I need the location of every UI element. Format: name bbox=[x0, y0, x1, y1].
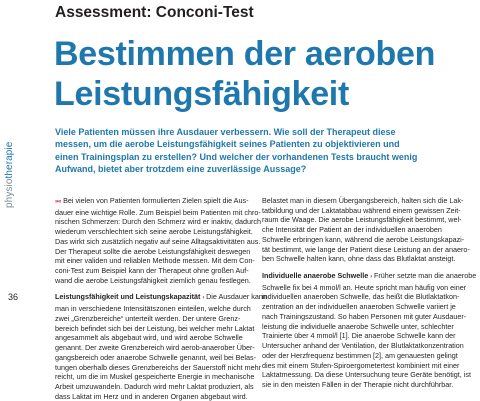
text-line: Der Therapeut sollte die aerobe Leistungsfähigkeit deswegen bbox=[55, 246, 251, 256]
text-line: Leistungsfähigkeit und Leistungskapazität › Die Ausdauer kann bbox=[55, 292, 251, 304]
text-line: angesammelt als abgebaut wird, und wird aerobe Schwelle bbox=[55, 333, 243, 343]
brand-part-physio: physio bbox=[4, 178, 15, 208]
text-line: Untersucher anhand der Ventilation, der Blutlaktatkonzentration bbox=[262, 341, 464, 351]
text-line: Schwelle fix bei 4 mmol/l an. Heute spricht man häufig von einer bbox=[262, 282, 467, 292]
text-line: »« Bei vielen von Patienten formulierten Zielen spielt die Aus- bbox=[55, 196, 251, 208]
subheading: Individuelle anaerobe Schwelle bbox=[262, 271, 369, 281]
text-line: Individuelle anaerobe Schwelle › Früher setzte man die anaerobe bbox=[262, 271, 458, 283]
text-line: leistung die individuelle anaerobe Schwelle unter, schlechter bbox=[262, 321, 454, 331]
subheading-marker-icon: › bbox=[202, 295, 205, 302]
text-line: sie in den meisten Fällen in der Therapie nicht durchführbar. bbox=[262, 379, 454, 389]
brand-part-therapie: therapie bbox=[4, 141, 15, 179]
paragraph-marker-icon: »« bbox=[55, 199, 62, 205]
text-line: gangsbereich oder anaerobe Schwelle genannt, weil bei Belas- bbox=[55, 352, 256, 362]
text-line: individuellen anaeroben Schwelle, das heißt die Blutlaktatkon- bbox=[262, 292, 460, 302]
text-line: wand die aerobe Leistungsfähigkeit ziemlich genau festlegen. bbox=[55, 275, 251, 285]
lead-line: einen Trainingsplan zu erstellen? Und welcher der vorhandenen Tests braucht wenig bbox=[55, 151, 418, 162]
text-line: tungen oberhalb dieses Grenzbereichs der Sauerstoff nicht mehr bbox=[55, 362, 262, 372]
text-line: tatbildung und der Laktatabbau während einem gewissen Zeit- bbox=[262, 205, 461, 215]
text-line: nach Trainingszustand. So haben Personen mit guter Ausdauer- bbox=[262, 311, 467, 321]
magazine-brand-label bbox=[4, 118, 16, 208]
section-kicker: Assessment: Conconi-Test bbox=[55, 4, 254, 21]
right-column bbox=[262, 196, 477, 390]
text-line: ben Schwelle halten kann, ohne dass das Blutlaktat ansteigt. bbox=[262, 254, 456, 264]
text-line: genannt. Der zweite Grenzbereich wird aerob-anaerober Über- bbox=[55, 343, 255, 353]
text-line: zwei „Grenzbereiche“ unterteilt werden. Der untere Grenz- bbox=[55, 313, 241, 323]
lead-line: Viele Patienten müssen ihre Ausdauer verbessern. Wie soll der Therapeut diese bbox=[55, 127, 396, 137]
text-line: mit einer validen und reliablen Methode messen. Mit dem Con- bbox=[55, 256, 255, 266]
text-line: Belastet man in diesem Übergangsbereich, halten sich die Lak- bbox=[262, 196, 464, 205]
text-line: dies mit einem Stufen-Spiroergometertest kombiniert mit einer bbox=[262, 360, 460, 370]
text-line: Trainierte über 4 mmol/l [1]. Die anaerobe Schwelle kann der bbox=[262, 331, 456, 341]
text-line: coni-Test zum Beispiel kann der Therapeut ohne großen Auf- bbox=[55, 266, 249, 276]
left-column bbox=[55, 196, 267, 401]
subheading: Leistungsfähigkeit und Leistungskapazität bbox=[55, 292, 201, 302]
page-number: 36 bbox=[8, 292, 19, 302]
title-line: Leistungsfähigkeit bbox=[54, 75, 349, 113]
article-title bbox=[54, 34, 474, 114]
text-line: che Intensität der Patient an der individuellen anaeroben bbox=[262, 225, 442, 235]
text-line: wiederum verschlechtert sich seine aerobe Leistungsfähigkeit. bbox=[55, 227, 253, 237]
text-line: Laktatmessung. Da diese Untersuchung teure Geräte benötigt, ist bbox=[262, 370, 471, 380]
article-lead bbox=[55, 126, 470, 175]
text-line: reicht, um die im Muskel gespeicherte Energie in mechanische bbox=[55, 372, 255, 382]
text-line: raum die Waage. Die aerobe Leistungsfähigkeit bestimmt, wel- bbox=[262, 215, 462, 225]
subheading-marker-icon: › bbox=[370, 274, 372, 281]
text-line: nischen Schmerzen: Durch den Schmerz wird er inaktiv, dadurch bbox=[55, 217, 261, 227]
text-line: Das wirkt sich zusätzlich negativ auf seine Alltagsaktivitäten aus. bbox=[55, 236, 261, 246]
text-line: dauer eine wichtige Rolle. Zum Beispiel beim Patienten mit chro- bbox=[55, 207, 261, 217]
lead-line: messen, um die aerobe Leistungsfähigkeit seines Patienten zu objektivieren und bbox=[55, 139, 400, 150]
text-line: man in verschiedene Intensitätszonen einteilen, welche durch bbox=[55, 304, 251, 314]
title-line: Bestimmen der aeroben bbox=[54, 35, 436, 73]
text-line: zentration an der individuellen anaeroben Schwelle variiert je bbox=[262, 302, 456, 312]
text-line: dass Laktat im Herz und in anderen Organen abgebaut wird. bbox=[55, 391, 248, 401]
text-line: oder der Herzfrequenz bestimmen [2], am genauesten gelingt bbox=[262, 350, 458, 360]
sidebar bbox=[0, 0, 22, 400]
text-line: Arbeit umzuwandeln. Dadurch wird mehr Laktat produziert, als bbox=[55, 381, 254, 391]
lead-line: Aufwand, bietet aber trotzdem eine zuverlässige Aussage? bbox=[55, 163, 307, 174]
text-line: bereich befindet sich bei der Leistung, bei welcher mehr Laktat bbox=[55, 323, 255, 333]
text-line: tät bestimmt, wie lange der Patient diese Leistung an der anaero- bbox=[262, 244, 470, 254]
text-line: Schwelle erbringen kann, während die aerobe Leistungskapazi- bbox=[262, 234, 465, 244]
